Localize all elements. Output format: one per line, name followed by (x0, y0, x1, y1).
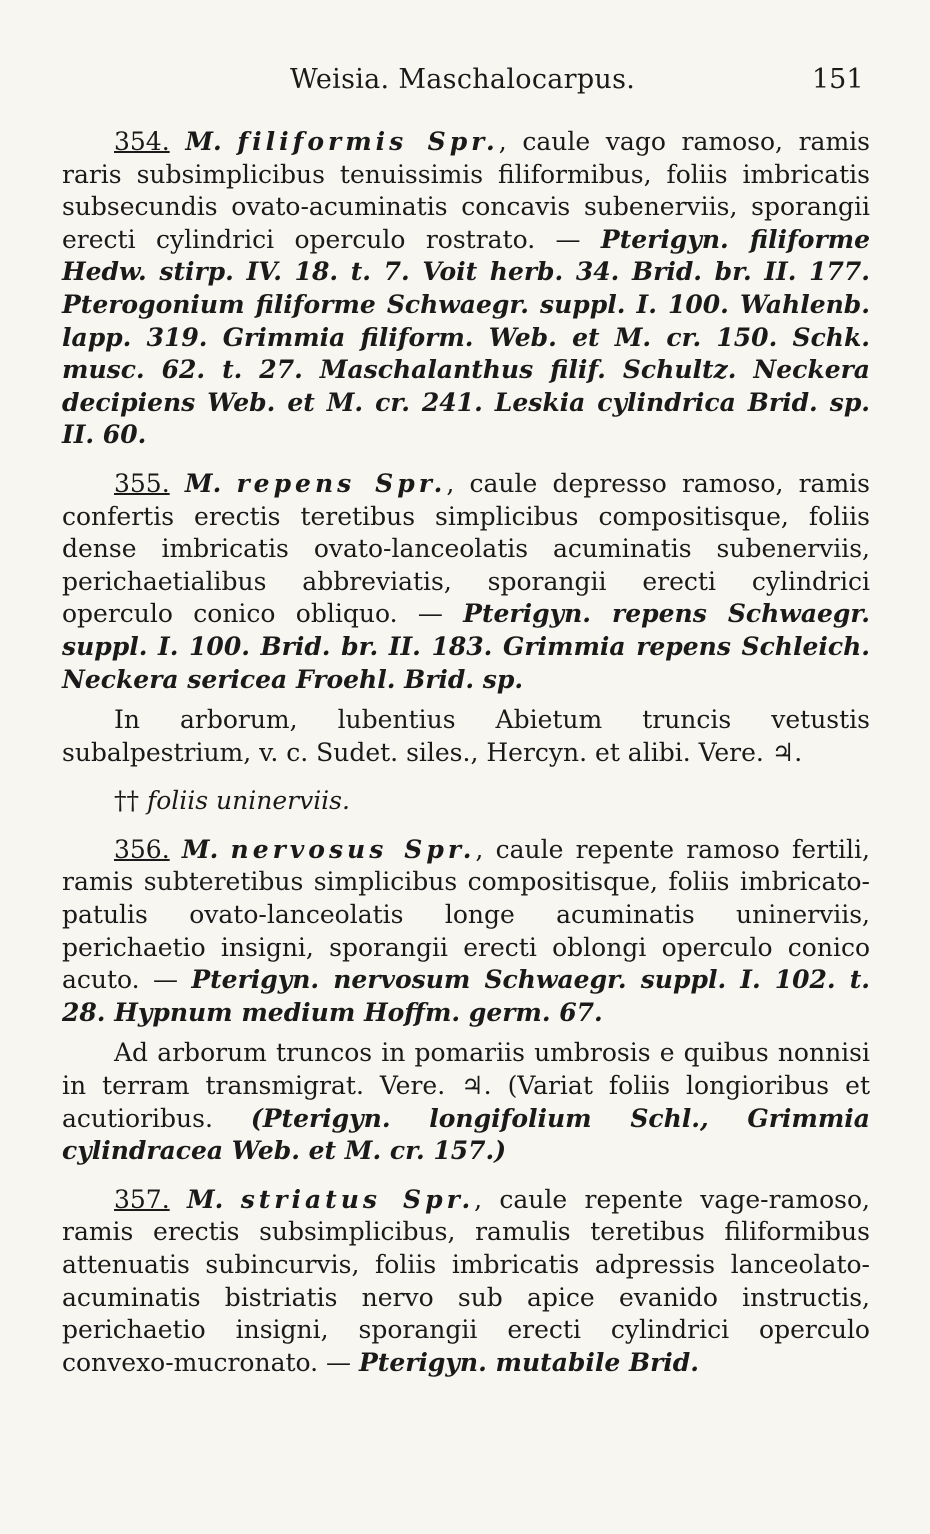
running-title: Weisia. Maschalocarpus. (290, 64, 636, 95)
entry-number: 355. (114, 468, 170, 498)
habitat-355: In arborum, lubentius Abietum truncis vetustis subalpestrium, v. c. Sudet. siles., Hercyn. et alibi. Vere. ♃. (62, 705, 870, 767)
habitat-text: Ad arborum truncos in pomariis umbrosis e quibus nonnisi in terram transmigrat. Vere. ♃. (Variat foliis longioribus et acutioribus. (62, 1038, 870, 1133)
habitat-356 (62, 1037, 870, 1167)
species-name: striatus Spr. (240, 1184, 475, 1214)
genus-abbrev: M. (181, 834, 219, 864)
species-name: nervosus Spr. (230, 834, 476, 864)
species-name: repens Spr. (236, 468, 447, 498)
entry-354 (62, 126, 870, 452)
species-name: filiformis Spr. (237, 127, 499, 156)
description: , caule vago ramoso, ramis raris subsimplicibus tenuissimis filiformibus, foliis imbricatis subsecundis ovato-acuminatis concavis subenerviis, sporangii erecti cylindrici operculo rostrato. — (62, 127, 870, 254)
entry-number: 354. (114, 127, 170, 156)
section-heading (62, 785, 870, 818)
dagger-mark: †† (114, 786, 139, 816)
synonyms: Pterigyn. nervosum Schwaegr. suppl. I. 102. t. 28. Hypnum medium Hoffm. germ. 67. (62, 965, 870, 1027)
variety-synonyms: (Pterigyn. longifolium Schl., Grimmia cylindracea Web. et M. cr. 157.) (62, 1103, 871, 1166)
entry-number: 356. (114, 834, 170, 864)
synonyms: Pterigyn. mutabile Brid. (359, 1347, 699, 1377)
page-number: 151 (812, 64, 864, 95)
genus-abbrev: M. (185, 127, 222, 156)
description: , caule repente ramoso fertili, ramis subteretibus simplicibus compositisque, foliis imbricato-patulis ovato-lanceolatis longe acuminatis uninerviis, perichaetio insigni, sporangii erecti oblongi operculo conico acuto. — (62, 834, 870, 995)
page-header (0, 60, 930, 100)
synonyms: Pterigyn. repens Schwaegr. suppl. I. 100. Brid. br. II. 183. Grimmia repens Schleich. Neckera sericea Froehl. Brid. sp. (62, 599, 870, 694)
body-text (62, 126, 870, 1379)
description: , caule repente vage-ramoso, ramis erectis subsimplicibus, ramulis teretibus filiformibus attenuatis subincurvis, foliis imbricatis adpressis lanceolato-acuminatis bistriatis nervo sub apice evanido instructis, perichaetio insigni, sporangii erecti cylindrici operculo convexo-mucronato. — (62, 1184, 871, 1377)
description: , caule depresso ramoso, ramis confertis erectis teretibus simplicibus compositisque, foliis dense imbricatis ovato-lanceolatis acuminatis subenerviis, perichaetialibus abbreviatis, sporangii erecti cylindrici operculo conico obliquo. — (62, 468, 870, 629)
entry-357 (62, 1184, 870, 1380)
synonyms: Pterigyn. filiforme Hedw. stirp. IV. 18. t. 7. Voit herb. 34. Brid. br. II. 177. Pterogonium filiforme Schwaegr. suppl. I. 100. Wahlenb. lapp. 319. Grimmia filiform. Web. et M. cr. 150. Schk. musc. 62. t. 27. Maschalanthus filif. Schultz. Neckera decipiens Web. et M. cr. 241. Leskia cylindrica Brid. sp. II. 60. (62, 224, 870, 450)
genus-abbrev: M. (184, 468, 222, 498)
entry-355 (62, 468, 870, 696)
entry-number: 357. (114, 1184, 170, 1214)
genus-abbrev: M. (186, 1184, 224, 1214)
entry-356 (62, 834, 870, 1030)
section-label: foliis uninerviis. (146, 786, 350, 816)
